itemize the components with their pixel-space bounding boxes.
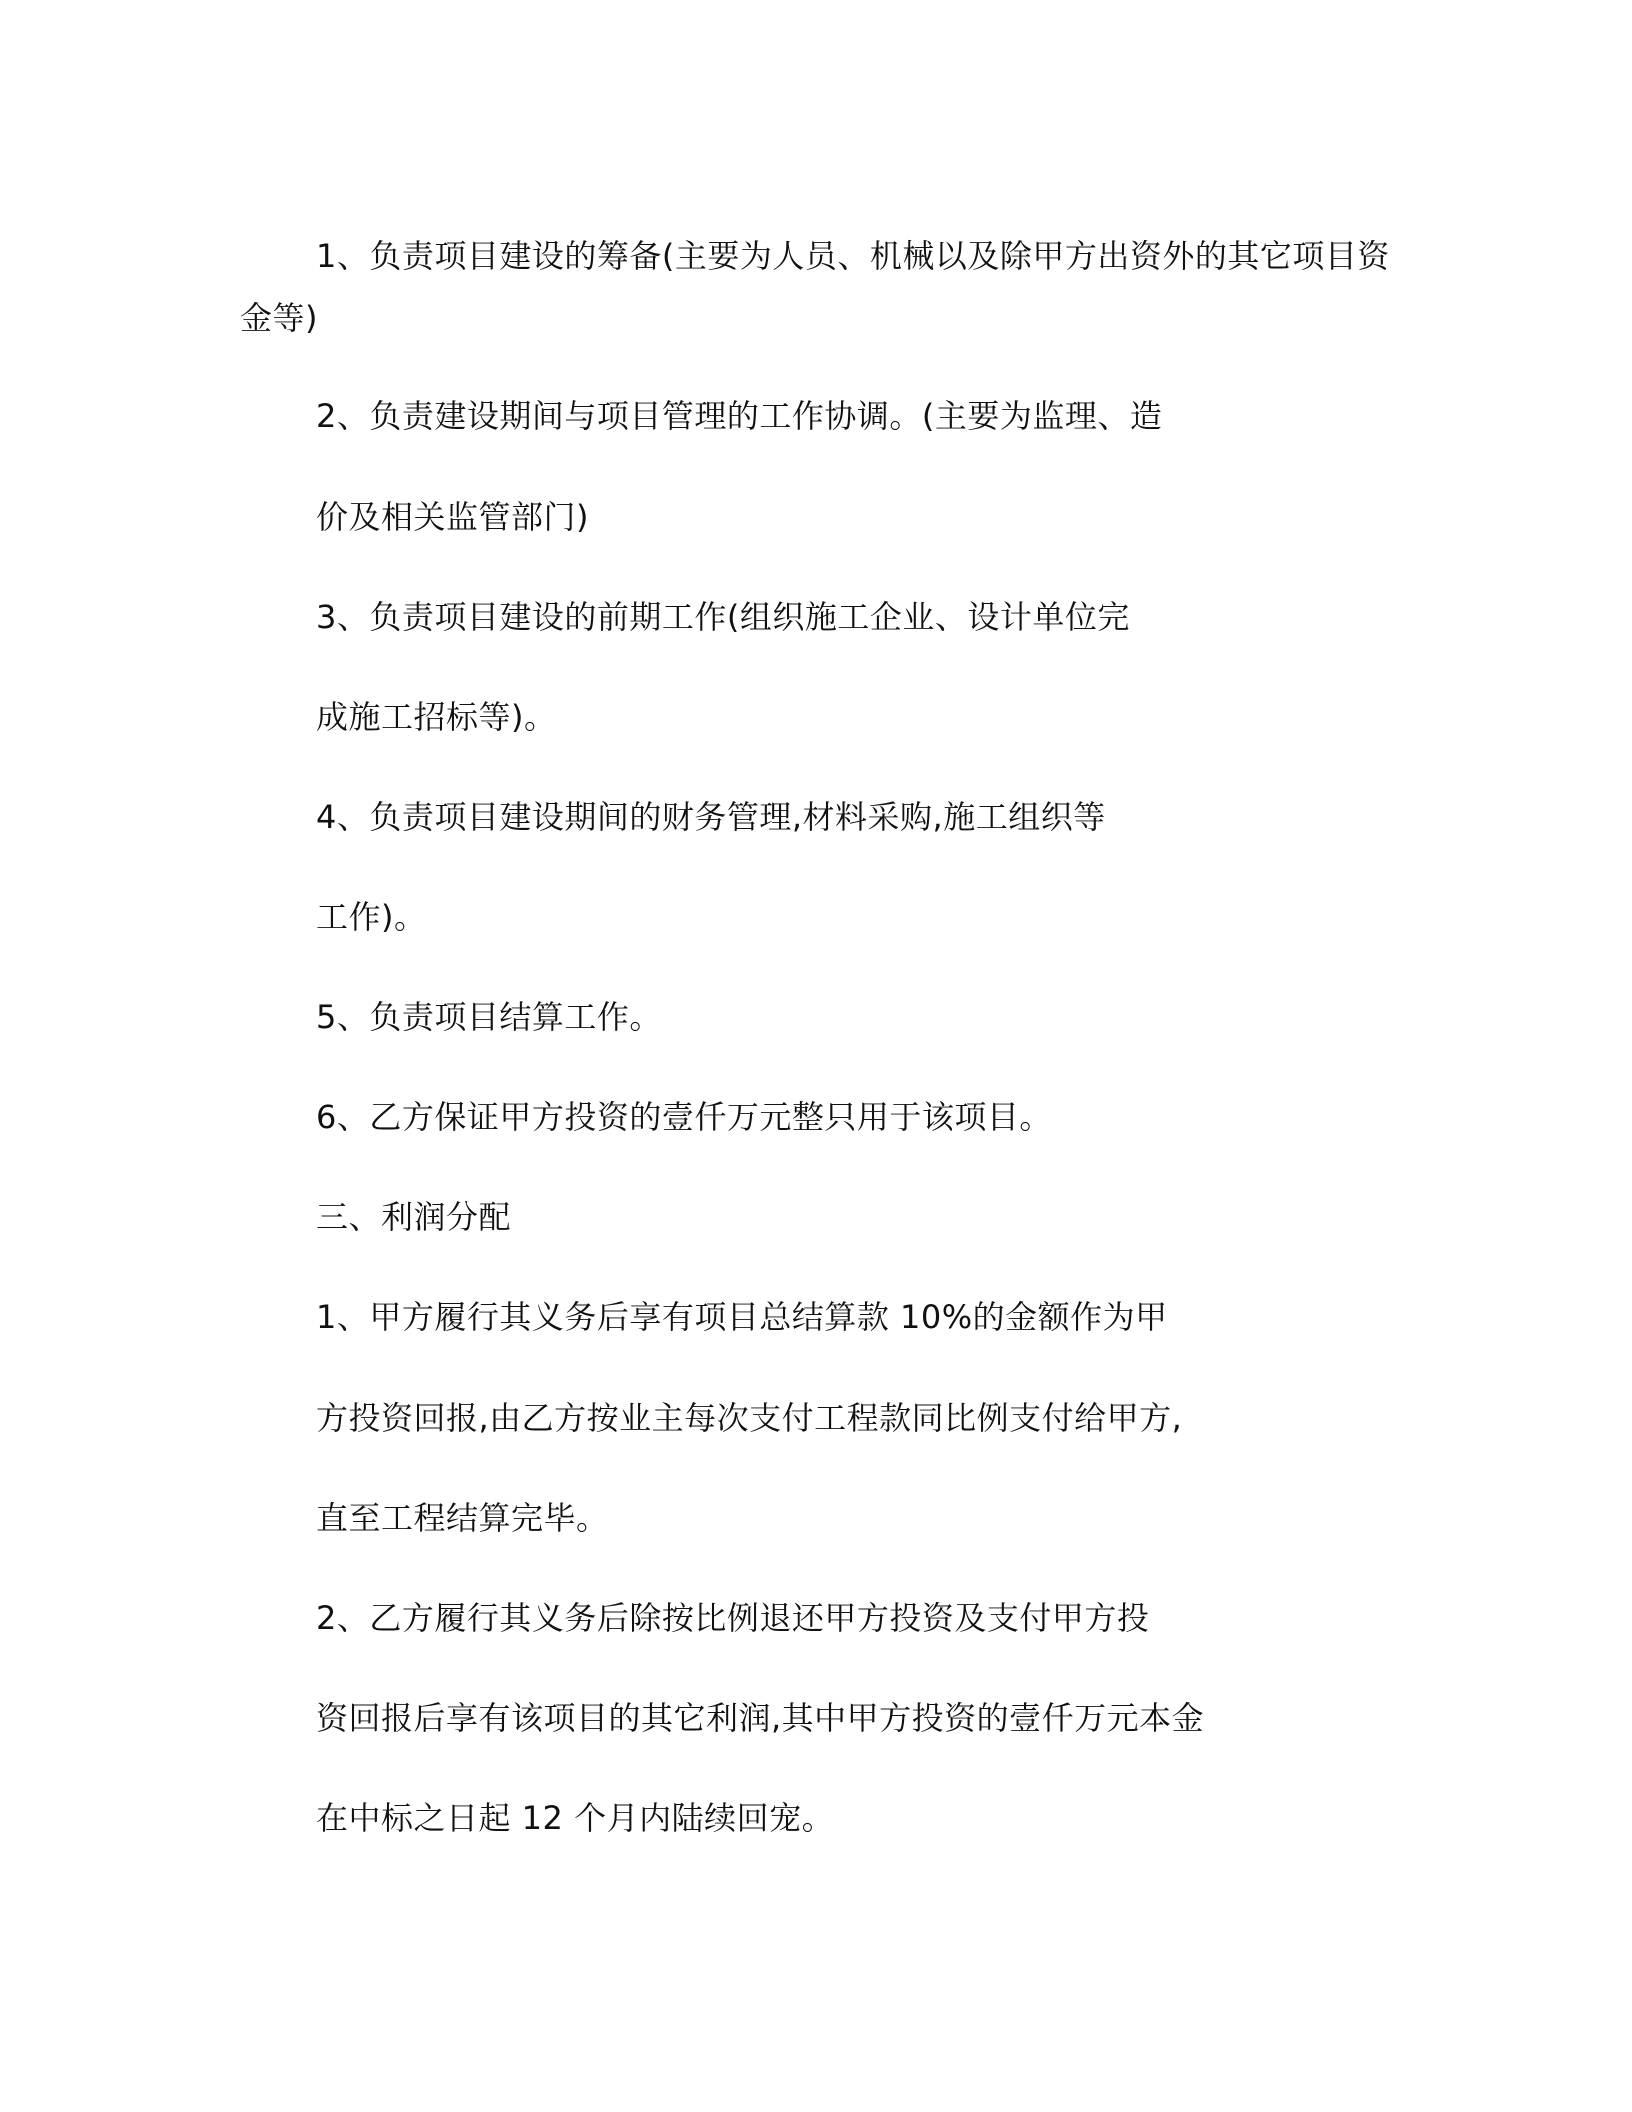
paragraph-line: 方投资回报,由乙方按业主每次支付工程款同比例支付给甲方, [316,1399,1183,1437]
paragraph-line: 金等) [240,299,318,337]
paragraph-line: 5、负责项目结算工作。 [316,998,662,1036]
paragraph-line: 成施工招标等)。 [316,698,557,736]
paragraph-line: 3、负责项目建设的前期工作(组织施工企业、设计单位完 [316,598,1130,636]
paragraph-line: 资回报后享有该项目的其它利润,其中甲方投资的壹仟万元本金 [316,1699,1205,1737]
paragraph-line: 1、负责项目建设的筹备(主要为人员、机械以及除甲方出资外的其它项目资 [316,237,1390,275]
paragraph-line: 2、负责建设期间与项目管理的工作协调。(主要为监理、造 [316,397,1163,435]
paragraph-line: 2、乙方履行其义务后除按比例退还甲方投资及支付甲方投 [316,1599,1150,1637]
paragraph-line: 工作)。 [316,898,427,936]
paragraph-line: 4、负责项目建设期间的财务管理,材料采购,施工组织等 [316,798,1106,836]
paragraph-line: 价及相关监管部门) [316,498,589,536]
paragraph-line: 直至工程结算完毕。 [316,1499,609,1537]
paragraph-line: 1、甲方履行其义务后享有项目总结算款 10%的金额作为甲 [316,1298,1168,1336]
paragraph-line: 在中标之日起 12 个月内陆续回宠。 [316,1799,835,1837]
paragraph-line: 6、乙方保证甲方投资的壹仟万元整只用于该项目。 [316,1098,1052,1136]
section-heading: 三、利润分配 [316,1198,512,1236]
